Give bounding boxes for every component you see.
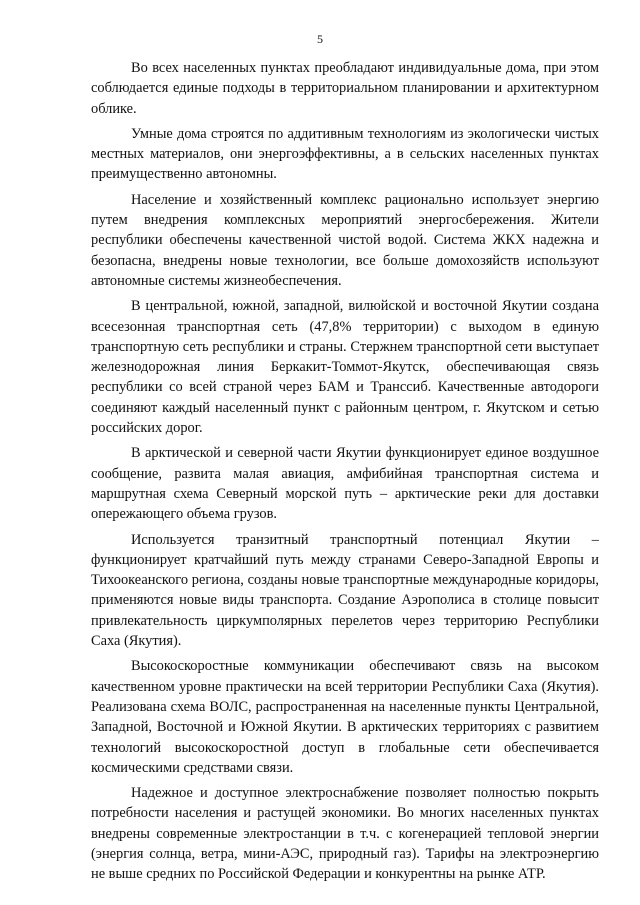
paragraph-energy-saving: Население и хозяйственный комплекс рационально использует энергию путем внедрения комплексных мероприятий энергосбережения. Жители республики обеспечены качественной чистой водой. Система ЖКХ надежна и безопасна, внедрены новые технологии, все больше домохозяйств используют автономные системы жизнеобеспечения.	[91, 191, 599, 289]
paragraph-arctic-transport: В арктической и северной части Якутии функционирует единое воздушное сообщение, развита малая авиация, амфибийная транспортная система и маршрутная схема Северный морской путь – арктические реки для доставки опережающего объема грузов.	[91, 445, 599, 523]
paragraph-communications: Высокоскоростные коммуникации обеспечивают связь на высоком качественном уровне практически на всей территории Республики Саха (Якутия). Реализована схема ВОЛС, распространенная на населенные пункты Центральной, Западной, Восточной и Южной Якутии. В арктических территориях с развитием технологий высокоскоростной доступ в глобальные сети обеспечивается космическими средствами связи.	[91, 658, 599, 776]
paragraph-power-supply: Надежное и доступное электроснабжение позволяет полностью покрыть потребности населения и растущей экономики. Во многих населенных пунктах внедрены современные электростанции в т.ч. с когенерацией тепловой энергии (энергия солнца, ветра, мини-АЭС, природный газ). Тарифы на электроэнергию не выше средних по Российской Федерации и конкурентны на рынке АТР.	[91, 785, 599, 883]
page-number: 5	[317, 32, 323, 46]
paragraph-smart-homes: Умные дома строятся по аддитивным технологиям из экологически чистых местных материалов, они энергоэффективны, а в сельских населенных пунктах преимущественно автономны.	[91, 125, 599, 183]
document-body	[91, 58, 599, 890]
paragraph-transport-network: В центральной, южной, западной, вилюйской и восточной Якутии создана всесезонная транспортная сеть (47,8% территории) с выходом в единую транспортную сеть республики и страны. Стержнем транспортной сети выступает железнодорожная линия Беркакит-Томмот-Якутск, обеспечивающая связь республики со всей страной через БАМ и Транссиб. Качественные автодороги соединяют каждый населенный пункт с районным центром, г. Якутском и сетью российских дорог.	[91, 298, 599, 437]
paragraph-transit-potential: Используется транзитный транспортный потенциал Якутии – функционирует кратчайший путь между странами Северо-Западной Европы и Тихоокеанского региона, созданы новые транспортные международные коридоры, применяются новые виды транспорта. Создание Аэрополиса в столице повысит привлекательность циркумполярных перелетов через территорию Республики Саха (Якутия).	[91, 531, 599, 650]
paragraph-housing: Во всех населенных пунктах преобладают индивидуальные дома, при этом соблюдается единые подходы в территориальном планировании и архитектурном облике.	[91, 60, 599, 117]
